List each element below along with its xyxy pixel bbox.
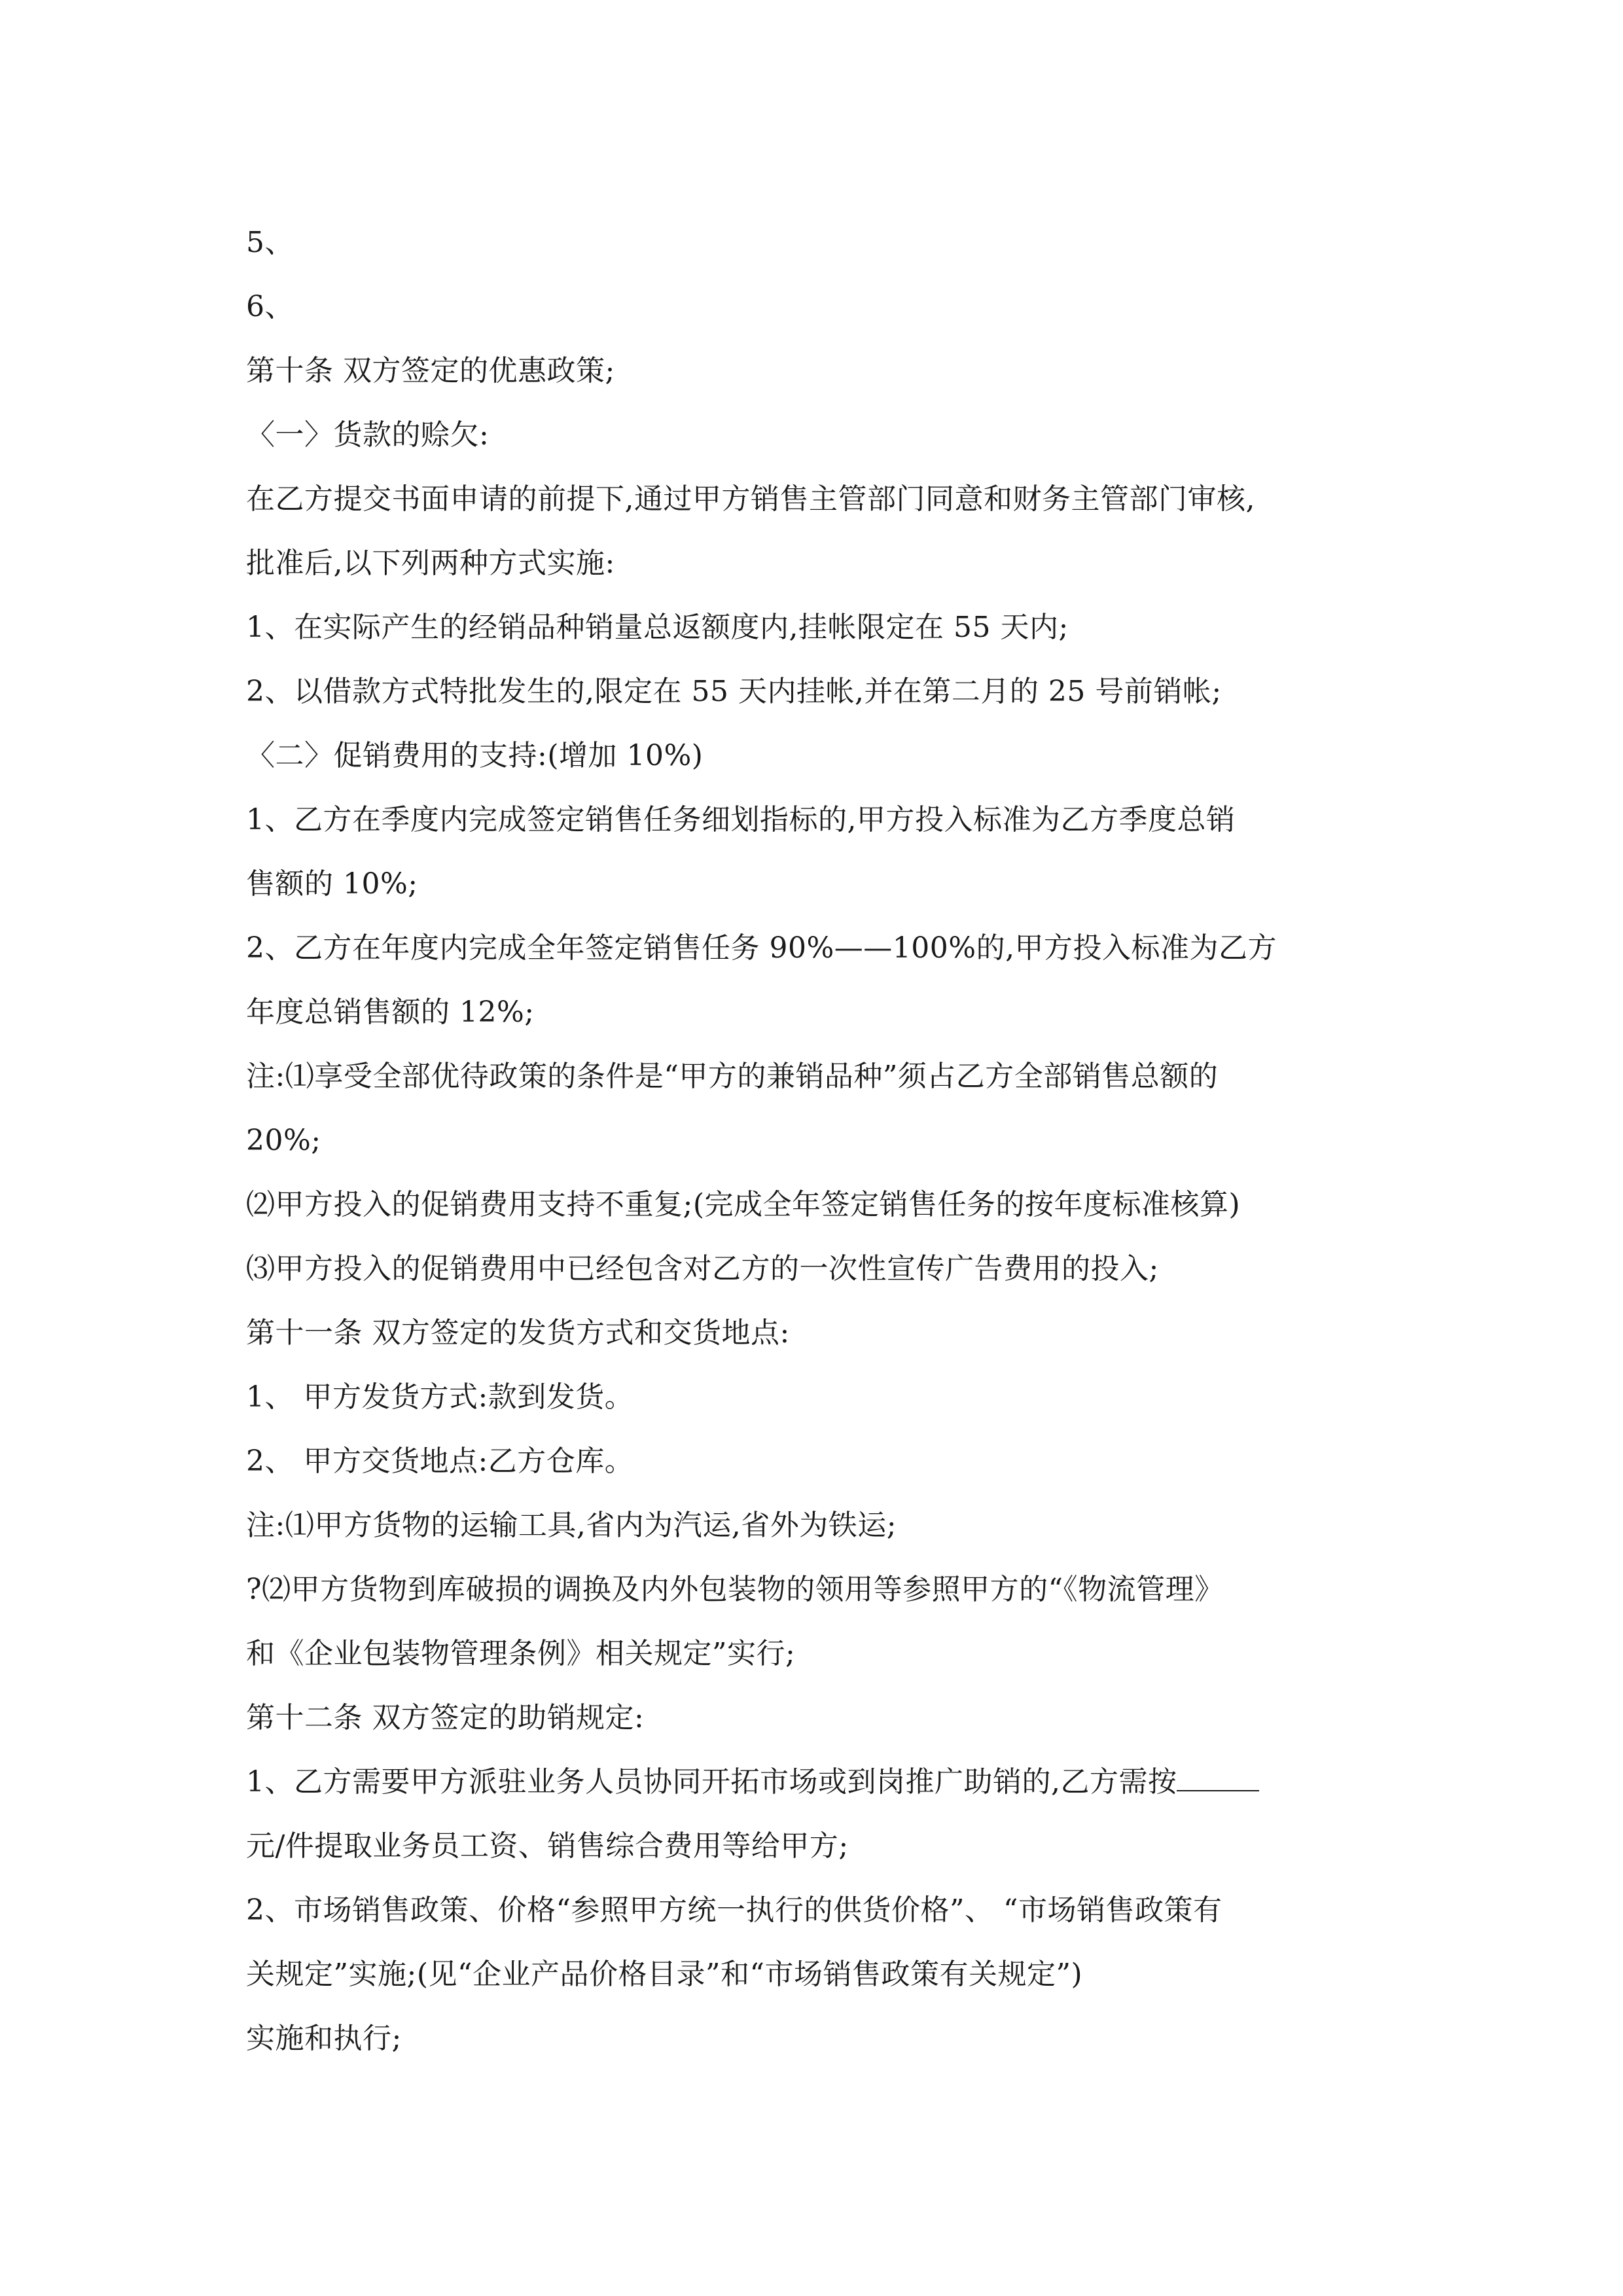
list-item: 2、 甲方交货地点:乙方仓库。 <box>246 1444 634 1478</box>
list-item: 1、在实际产生的经销品种销量总返额度内,挂帐限定在 55 天内; <box>246 611 1069 644</box>
text-line: 6、 <box>246 290 294 323</box>
section-heading: 第十条 双方签定的优惠政策; <box>246 354 615 387</box>
list-item: 2、市场销售政策、价格“参照甲方统一执行的供货价格”、 “市场销售政策有 <box>246 1893 1222 1927</box>
note-line: 注:⑴甲方货物的运输工具,省内为汽运,省外为铁运; <box>246 1509 897 1542</box>
text-line: 批准后,以下列两种方式实施: <box>246 547 615 580</box>
list-item-text: 1、乙方需要甲方派驻业务人员协同开拓市场或到岗推广助销的,乙方需按 <box>246 1765 1177 1799</box>
text-line: 5、 <box>246 226 294 259</box>
subsection-heading: 〈二〉促销费用的支持:(增加 10%) <box>246 739 704 772</box>
list-item <box>246 1750 1385 1814</box>
fill-in-blank[interactable] <box>1177 1768 1259 1791</box>
text-line: 售额的 10%; <box>246 867 418 901</box>
subsection-heading: 〈一〉货款的赊欠: <box>246 418 490 452</box>
text-line: 关规定”实施;(见“企业产品价格目录”和“市场销售政策有关规定”) <box>246 1958 1083 1991</box>
text-line: 年度总销售额的 12%; <box>246 996 535 1029</box>
note-line: ⑵甲方投入的促销费用支持不重复;(完成全年签定销售任务的按年度标准核算) <box>246 1188 1241 1221</box>
text-line: 在乙方提交书面申请的前提下,通过甲方销售主管部门同意和财务主管部门审核, <box>246 482 1255 516</box>
text-line: 20%; <box>246 1124 321 1157</box>
list-item: 2、乙方在年度内完成全年签定销售任务 90%——100%的,甲方投入标准为乙方 <box>246 931 1277 965</box>
section-heading: 第十一条 双方签定的发货方式和交货地点: <box>246 1316 790 1350</box>
list-item: 2、以借款方式特批发生的,限定在 55 天内挂帐,并在第二月的 25 号前销帐; <box>246 675 1222 708</box>
section-heading: 第十二条 双方签定的助销规定: <box>246 1701 645 1734</box>
note-line: 注:⑴享受全部优待政策的条件是“甲方的兼销品种”须占乙方全部销售总额的 <box>246 1060 1219 1093</box>
note-line: ?⑵甲方货物到库破损的调换及内外包装物的领用等参照甲方的“《物流管理》 <box>246 1573 1224 1606</box>
text-line: 元/件提取业务员工资、销售综合费用等给甲方; <box>246 1829 849 1863</box>
text-line: 和《企业包装物管理条例》相关规定”实行; <box>246 1637 796 1670</box>
note-line: ⑶甲方投入的促销费用中已经包含对乙方的一次性宣传广告费用的投入; <box>246 1252 1159 1285</box>
list-item: 1、乙方在季度内完成签定销售任务细划指标的,甲方投入标准为乙方季度总销 <box>246 803 1236 836</box>
list-item: 1、 甲方发货方式:款到发货。 <box>246 1380 634 1414</box>
document-body <box>246 211 1385 2071</box>
text-line: 实施和执行; <box>246 2022 402 2055</box>
